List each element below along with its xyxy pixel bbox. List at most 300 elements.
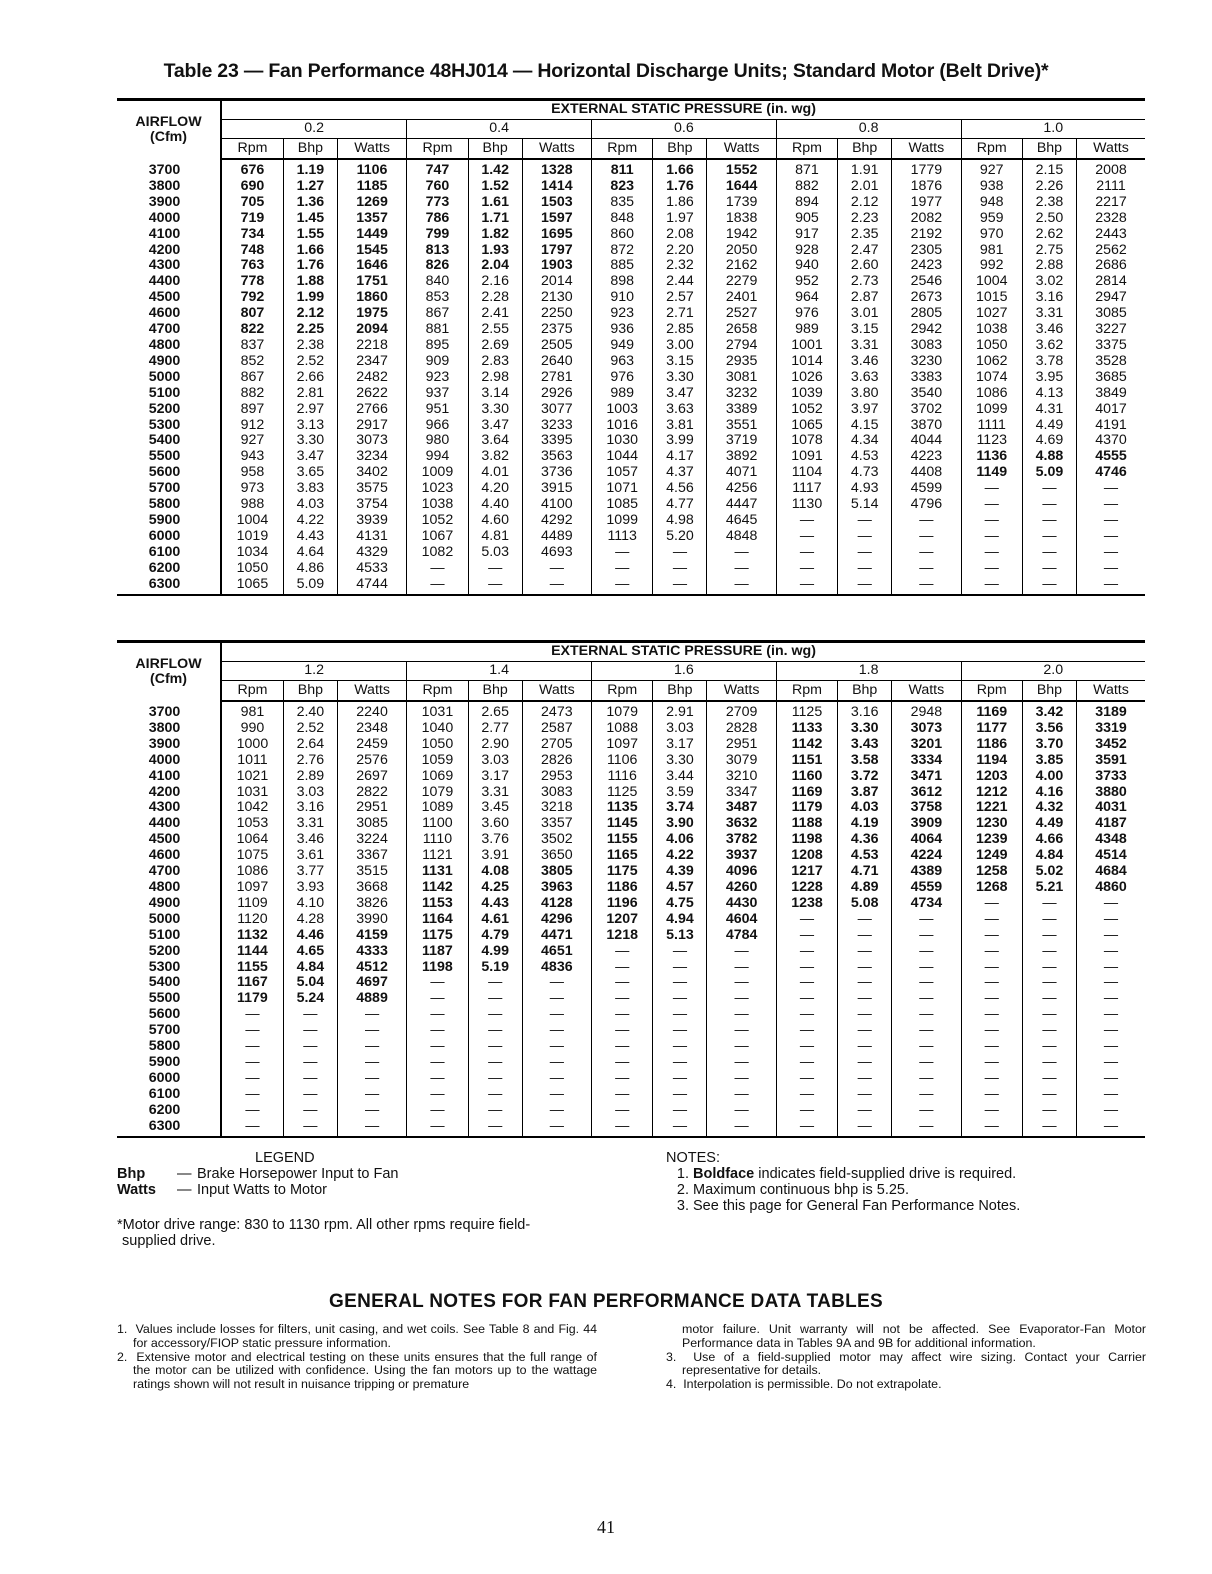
airflow-label: AIRFLOW — [135, 656, 202, 672]
column-header-rpm: Rpm — [407, 681, 468, 702]
rpm-cell: — — [221, 1103, 283, 1119]
rpm-cell: 1258 — [961, 864, 1022, 880]
bhp-cell: 4.99 — [468, 944, 522, 960]
rpm-cell: — — [961, 896, 1022, 912]
fan-performance-table-low-pressure — [117, 98, 1145, 596]
column-header-rpm: Rpm — [776, 681, 837, 702]
watts-cell: 4836 — [522, 960, 591, 976]
bhp-cell: 2.12 — [283, 306, 337, 322]
watts-cell: 1739 — [707, 195, 776, 211]
airflow-unit: (Cfm) — [149, 129, 188, 145]
rpm-cell: 853 — [407, 290, 468, 306]
bhp-cell: 3.60 — [468, 816, 522, 832]
rpm-cell: — — [776, 1087, 837, 1103]
airflow-cell: 4800 — [117, 338, 221, 354]
rpm-cell: 958 — [221, 465, 283, 481]
rpm-cell: 1014 — [776, 354, 837, 370]
watts-cell: — — [892, 1007, 961, 1023]
watts-cell: 2423 — [892, 258, 961, 274]
rpm-cell: 1142 — [407, 880, 468, 896]
rpm-cell: 1142 — [776, 737, 837, 753]
bhp-cell: 3.74 — [653, 800, 707, 816]
airflow-cell: 5000 — [117, 370, 221, 386]
table-row — [117, 243, 1145, 259]
bhp-cell: 2.85 — [653, 322, 707, 338]
bhp-cell: 2.52 — [283, 721, 337, 737]
rpm-cell: 973 — [221, 481, 283, 497]
bhp-cell: 3.90 — [653, 816, 707, 832]
bhp-cell: 2.50 — [1022, 211, 1076, 227]
rpm-cell: — — [961, 561, 1022, 577]
bhp-cell: — — [838, 1103, 892, 1119]
bhp-cell: 4.88 — [1022, 449, 1076, 465]
watts-cell: — — [1076, 1119, 1145, 1138]
bhp-cell: 4.93 — [838, 481, 892, 497]
note-item — [693, 1198, 1020, 1214]
column-header-rpm: Rpm — [961, 139, 1022, 160]
column-header-watts: Watts — [892, 681, 961, 702]
rpm-cell: 1155 — [221, 960, 283, 976]
bhp-cell: 2.90 — [468, 737, 522, 753]
watts-cell: — — [337, 1023, 406, 1039]
bhp-cell: — — [1022, 497, 1076, 513]
bhp-cell: 4.86 — [283, 561, 337, 577]
watts-cell: — — [892, 577, 961, 596]
watts-cell: 2401 — [707, 290, 776, 306]
watts-cell: 2705 — [522, 737, 591, 753]
bhp-cell: 2.16 — [468, 274, 522, 290]
footnote-line: *Motor drive range: 830 to 1130 rpm. All other rpms require field- — [117, 1217, 531, 1233]
legend-definition: Input Watts to Motor — [197, 1182, 328, 1198]
watts-cell: — — [707, 1007, 776, 1023]
watts-cell: 3551 — [707, 418, 776, 434]
rpm-cell: — — [961, 481, 1022, 497]
bhp-cell: 4.28 — [283, 912, 337, 928]
rpm-cell: — — [776, 928, 837, 944]
watts-cell: 3826 — [337, 896, 406, 912]
bhp-cell: 1.76 — [283, 258, 337, 274]
watts-cell: — — [892, 1103, 961, 1119]
airflow-cell: 6100 — [117, 545, 221, 561]
bhp-cell: — — [838, 991, 892, 1007]
legend-dash: — — [177, 1166, 192, 1182]
pressure-group-header: 0.6 — [591, 120, 776, 139]
bhp-cell: — — [838, 928, 892, 944]
rpm-cell: 1074 — [961, 370, 1022, 386]
rpm-cell: 976 — [776, 306, 837, 322]
table-row — [117, 258, 1145, 274]
general-note-number: 2. — [117, 1349, 128, 1364]
bhp-cell: — — [283, 1039, 337, 1055]
bhp-cell: 4.25 — [468, 880, 522, 896]
watts-cell: 4071 — [707, 465, 776, 481]
watts-cell: — — [892, 928, 961, 944]
bhp-cell: 2.25 — [283, 322, 337, 338]
watts-cell: — — [1103, 1085, 1119, 1102]
rpm-cell: 1097 — [221, 880, 283, 896]
airflow-cell: 5300 — [117, 960, 221, 976]
table-row — [117, 753, 1145, 769]
pressure-group-header: 1.2 — [221, 662, 407, 681]
column-header-rpm: Rpm — [591, 681, 652, 702]
bhp-cell: 3.64 — [468, 433, 522, 449]
rpm-cell: — — [776, 1023, 837, 1039]
rpm-cell: 860 — [591, 227, 652, 243]
watts-cell: 2305 — [892, 243, 961, 259]
bhp-cell: 4.53 — [838, 449, 892, 465]
watts-cell: 3702 — [892, 402, 961, 418]
watts-cell: — — [1103, 543, 1119, 560]
bhp-cell: — — [1022, 960, 1076, 976]
watts-cell: 4559 — [892, 880, 961, 896]
watts-cell: 1797 — [522, 243, 591, 259]
airflow-cell: 6200 — [117, 561, 221, 577]
table-row — [117, 800, 1145, 816]
bhp-cell: 4.61 — [468, 912, 522, 928]
rpm-cell: 1065 — [776, 418, 837, 434]
watts-cell: 3234 — [337, 449, 406, 465]
watts-cell: 3575 — [337, 481, 406, 497]
rpm-cell: 923 — [591, 306, 652, 322]
bhp-cell: 3.30 — [283, 433, 337, 449]
column-header-bhp: Bhp — [653, 681, 707, 702]
watts-cell: — — [1103, 559, 1119, 576]
bhp-cell: — — [468, 577, 522, 596]
watts-cell: 3502 — [522, 832, 591, 848]
watts-cell: 1695 — [522, 227, 591, 243]
table-row — [117, 1055, 1145, 1071]
airflow-cell: 5400 — [117, 975, 221, 991]
watts-cell: — — [1103, 1069, 1119, 1086]
bhp-cell: — — [468, 1103, 522, 1119]
rpm-cell: 989 — [591, 386, 652, 402]
watts-cell: 3230 — [892, 354, 961, 370]
airflow-cell: 4700 — [117, 322, 221, 338]
watts-cell: 2375 — [522, 322, 591, 338]
watts-cell: — — [1103, 958, 1119, 975]
pressure-group-header: 1.8 — [776, 662, 961, 681]
watts-cell: 2162 — [707, 258, 776, 274]
watts-cell: 2482 — [337, 370, 406, 386]
table-row — [117, 274, 1145, 290]
bhp-cell: 2.69 — [468, 338, 522, 354]
bhp-cell: 4.36 — [838, 832, 892, 848]
bhp-cell: — — [1022, 513, 1076, 529]
watts-cell: 2926 — [522, 386, 591, 402]
watts-cell: 1779 — [892, 159, 961, 179]
rpm-cell: 1198 — [407, 960, 468, 976]
watts-cell: — — [707, 577, 776, 596]
watts-cell: — — [892, 991, 961, 1007]
rpm-cell: — — [591, 545, 652, 561]
rpm-cell: 949 — [591, 338, 652, 354]
legend-term: Watts — [117, 1182, 156, 1198]
general-note-text: Values include losses for filters, unit casing, and wet coils. See Table 8 and Fig. 44 for accessory/FIOP static pressure information. — [133, 1322, 597, 1350]
rpm-cell: — — [961, 1023, 1022, 1039]
watts-cell: 4031 — [1095, 799, 1127, 816]
rpm-cell: 1177 — [961, 721, 1022, 737]
legend-item — [117, 1166, 399, 1182]
rpm-cell: — — [776, 1039, 837, 1055]
note-text: indicates field-supplied drive is required. — [754, 1166, 1017, 1182]
watts-cell: 2014 — [522, 274, 591, 290]
airflow-cell: 4400 — [117, 816, 221, 832]
bhp-cell: — — [838, 1087, 892, 1103]
watts-cell: — — [1103, 480, 1119, 497]
bhp-cell: 4.20 — [468, 481, 522, 497]
watts-cell: — — [892, 975, 961, 991]
watts-cell: — — [707, 561, 776, 577]
bhp-cell: 4.53 — [838, 848, 892, 864]
table-title: Table 23 — Fan Performance 48HJ014 — Horizontal Discharge Units; Standard Motor (Belt Drive)* — [163, 60, 1049, 82]
watts-cell: — — [707, 944, 776, 960]
column-header-watts: Watts — [1076, 139, 1145, 160]
rpm-cell: 840 — [407, 274, 468, 290]
rpm-cell: 881 — [407, 322, 468, 338]
table-row — [117, 721, 1145, 737]
watts-cell: 2587 — [522, 721, 591, 737]
rpm-cell: 1065 — [221, 577, 283, 596]
rpm-cell: 1086 — [961, 386, 1022, 402]
watts-cell: 1597 — [522, 211, 591, 227]
watts-cell: — — [337, 1055, 406, 1071]
watts-cell: 3210 — [707, 769, 776, 785]
bhp-cell: 2.97 — [283, 402, 337, 418]
bhp-cell: 2.60 — [838, 258, 892, 274]
bhp-cell: 3.15 — [838, 322, 892, 338]
rpm-cell: 1099 — [591, 513, 652, 529]
watts-cell: 3077 — [522, 402, 591, 418]
watts-cell: 4370 — [1095, 432, 1127, 449]
general-note-item — [117, 1323, 597, 1351]
rpm-cell: 895 — [407, 338, 468, 354]
airflow-cell: 5500 — [117, 449, 221, 465]
bhp-cell: 3.17 — [468, 769, 522, 785]
bhp-cell: 2.64 — [283, 737, 337, 753]
rpm-cell: 927 — [221, 433, 283, 449]
airflow-cell: 4300 — [117, 800, 221, 816]
bhp-cell: — — [1022, 545, 1076, 561]
table-row — [117, 1119, 1145, 1138]
bhp-cell: 3.03 — [653, 721, 707, 737]
bhp-cell: 2.32 — [653, 258, 707, 274]
watts-cell: 3805 — [522, 864, 591, 880]
watts-cell: 4430 — [707, 896, 776, 912]
bhp-cell: — — [838, 577, 892, 596]
watts-cell: 2546 — [892, 274, 961, 290]
airflow-cell: 5400 — [117, 433, 221, 449]
bhp-cell: 1.86 — [653, 195, 707, 211]
rpm-cell: — — [776, 960, 837, 976]
rpm-cell: 1218 — [591, 928, 652, 944]
rpm-cell: 1203 — [961, 769, 1022, 785]
rpm-cell: — — [591, 1007, 652, 1023]
watts-cell: — — [707, 1087, 776, 1103]
airflow-header — [117, 100, 221, 160]
table-row — [117, 322, 1145, 338]
rpm-cell: 1125 — [591, 785, 652, 801]
rpm-cell: 948 — [961, 195, 1022, 211]
rpm-cell: 871 — [776, 159, 837, 179]
bhp-cell: 3.46 — [283, 832, 337, 848]
table-row — [117, 354, 1145, 370]
watts-cell: — — [1103, 910, 1119, 927]
airflow-cell: 3700 — [117, 159, 221, 179]
watts-cell: — — [707, 1023, 776, 1039]
airflow-cell: 4200 — [117, 785, 221, 801]
rpm-cell: 1110 — [407, 832, 468, 848]
bhp-cell: — — [1022, 481, 1076, 497]
watts-cell: 4096 — [707, 864, 776, 880]
column-header-watts: Watts — [707, 139, 776, 160]
watts-cell: 2766 — [337, 402, 406, 418]
pressure-group-header: 0.2 — [221, 120, 407, 139]
bhp-cell: 3.78 — [1022, 354, 1076, 370]
column-header-watts: Watts — [337, 681, 406, 702]
rpm-cell: 1120 — [221, 912, 283, 928]
table-row — [117, 159, 1145, 179]
rpm-cell: 1164 — [407, 912, 468, 928]
footnote-line: supplied drive. — [122, 1233, 216, 1249]
table-row — [117, 1087, 1145, 1103]
bhp-cell: 4.34 — [838, 433, 892, 449]
rpm-cell: — — [407, 1055, 468, 1071]
watts-cell: 4348 — [1095, 831, 1127, 848]
bhp-cell: 5.19 — [468, 960, 522, 976]
general-note-item — [666, 1378, 1146, 1392]
watts-cell: 4224 — [892, 848, 961, 864]
rpm-cell: — — [961, 912, 1022, 928]
bhp-cell: 2.75 — [1022, 243, 1076, 259]
legend-term: Bhp — [117, 1166, 146, 1182]
rpm-cell: — — [776, 1119, 837, 1138]
column-header-rpm: Rpm — [961, 681, 1022, 702]
watts-cell: 4471 — [522, 928, 591, 944]
bhp-cell: — — [1022, 1071, 1076, 1087]
bhp-cell: 2.23 — [838, 211, 892, 227]
legend — [117, 1150, 399, 1198]
bhp-cell: — — [468, 1055, 522, 1071]
bhp-cell: 2.71 — [653, 306, 707, 322]
watts-cell: 3395 — [522, 433, 591, 449]
bhp-cell: — — [283, 1119, 337, 1138]
watts-cell: 4128 — [522, 896, 591, 912]
bhp-cell: 4.65 — [283, 944, 337, 960]
rpm-cell: 807 — [221, 306, 283, 322]
rpm-cell: 989 — [776, 322, 837, 338]
bhp-cell: — — [653, 944, 707, 960]
bhp-cell: 4.94 — [653, 912, 707, 928]
watts-cell: 3334 — [892, 753, 961, 769]
watts-cell: 4604 — [707, 912, 776, 928]
note-text: Maximum continuous bhp is 5.25. — [693, 1182, 909, 1198]
bhp-cell: 2.47 — [838, 243, 892, 259]
column-header-bhp: Bhp — [283, 681, 337, 702]
table-row — [117, 577, 1145, 596]
bhp-cell: 4.19 — [838, 816, 892, 832]
rpm-cell: 1050 — [221, 561, 283, 577]
bhp-cell: 3.47 — [653, 386, 707, 402]
rpm-cell: — — [591, 1119, 652, 1138]
airflow-cell: 5700 — [117, 481, 221, 497]
watts-cell: — — [337, 1039, 406, 1055]
rpm-cell: 1059 — [407, 753, 468, 769]
watts-cell: 1357 — [337, 211, 406, 227]
airflow-cell: 3900 — [117, 195, 221, 211]
watts-cell: 3632 — [707, 816, 776, 832]
bhp-cell: 3.47 — [468, 418, 522, 434]
rpm-cell: — — [591, 1023, 652, 1039]
bhp-cell: 3.03 — [283, 785, 337, 801]
bhp-cell: — — [468, 1071, 522, 1087]
rpm-cell: — — [961, 529, 1022, 545]
watts-cell: 4693 — [522, 545, 591, 561]
bhp-cell: 3.02 — [1022, 274, 1076, 290]
bhp-cell: 4.00 — [1022, 769, 1076, 785]
bhp-cell: — — [838, 1055, 892, 1071]
bhp-cell: 2.38 — [1022, 195, 1076, 211]
bhp-cell: 3.03 — [468, 753, 522, 769]
bhp-cell: — — [1022, 1007, 1076, 1023]
watts-cell: 2348 — [337, 721, 406, 737]
bhp-cell: — — [838, 1119, 892, 1138]
watts-cell: 4697 — [337, 975, 406, 991]
bhp-cell: 2.01 — [838, 179, 892, 195]
rpm-cell: 1004 — [961, 274, 1022, 290]
rpm-cell: 867 — [407, 306, 468, 322]
bhp-cell: 5.03 — [468, 545, 522, 561]
bhp-cell: 3.93 — [283, 880, 337, 896]
pressure-group-header: 1.6 — [591, 662, 776, 681]
general-notes-left-column — [117, 1323, 597, 1392]
watts-cell: 3073 — [337, 433, 406, 449]
watts-cell: 4223 — [892, 449, 961, 465]
rpm-cell: 872 — [591, 243, 652, 259]
rpm-cell: — — [407, 1087, 468, 1103]
airflow-label: AIRFLOW — [135, 114, 202, 130]
column-header-watts: Watts — [892, 139, 961, 160]
table-row — [117, 912, 1145, 928]
table-row — [117, 338, 1145, 354]
rpm-cell: 1151 — [776, 753, 837, 769]
bhp-cell: 3.72 — [838, 769, 892, 785]
rpm-cell: — — [591, 1087, 652, 1103]
airflow-cell: 4100 — [117, 227, 221, 243]
rpm-cell: 676 — [221, 159, 283, 179]
rpm-cell: 1042 — [221, 800, 283, 816]
rpm-cell: 799 — [407, 227, 468, 243]
watts-cell: 2050 — [707, 243, 776, 259]
bhp-cell: 2.57 — [653, 290, 707, 306]
airflow-cell: 4300 — [117, 258, 221, 274]
watts-cell: 4333 — [337, 944, 406, 960]
rpm-cell: — — [776, 1103, 837, 1119]
watts-cell: 4889 — [337, 991, 406, 1007]
rpm-cell: 963 — [591, 354, 652, 370]
bhp-cell: 1.27 — [283, 179, 337, 195]
general-note-item — [117, 1351, 597, 1392]
watts-cell: 2935 — [707, 354, 776, 370]
watts-cell: — — [892, 1119, 961, 1138]
watts-cell: — — [1103, 1101, 1119, 1118]
bhp-cell: — — [1022, 991, 1076, 1007]
rpm-cell: — — [221, 1119, 283, 1138]
bhp-cell: — — [653, 1087, 707, 1103]
bhp-cell: 4.22 — [283, 513, 337, 529]
bhp-cell: 4.31 — [1022, 402, 1076, 418]
watts-cell: 3452 — [1095, 735, 1127, 752]
watts-cell: 1751 — [337, 274, 406, 290]
